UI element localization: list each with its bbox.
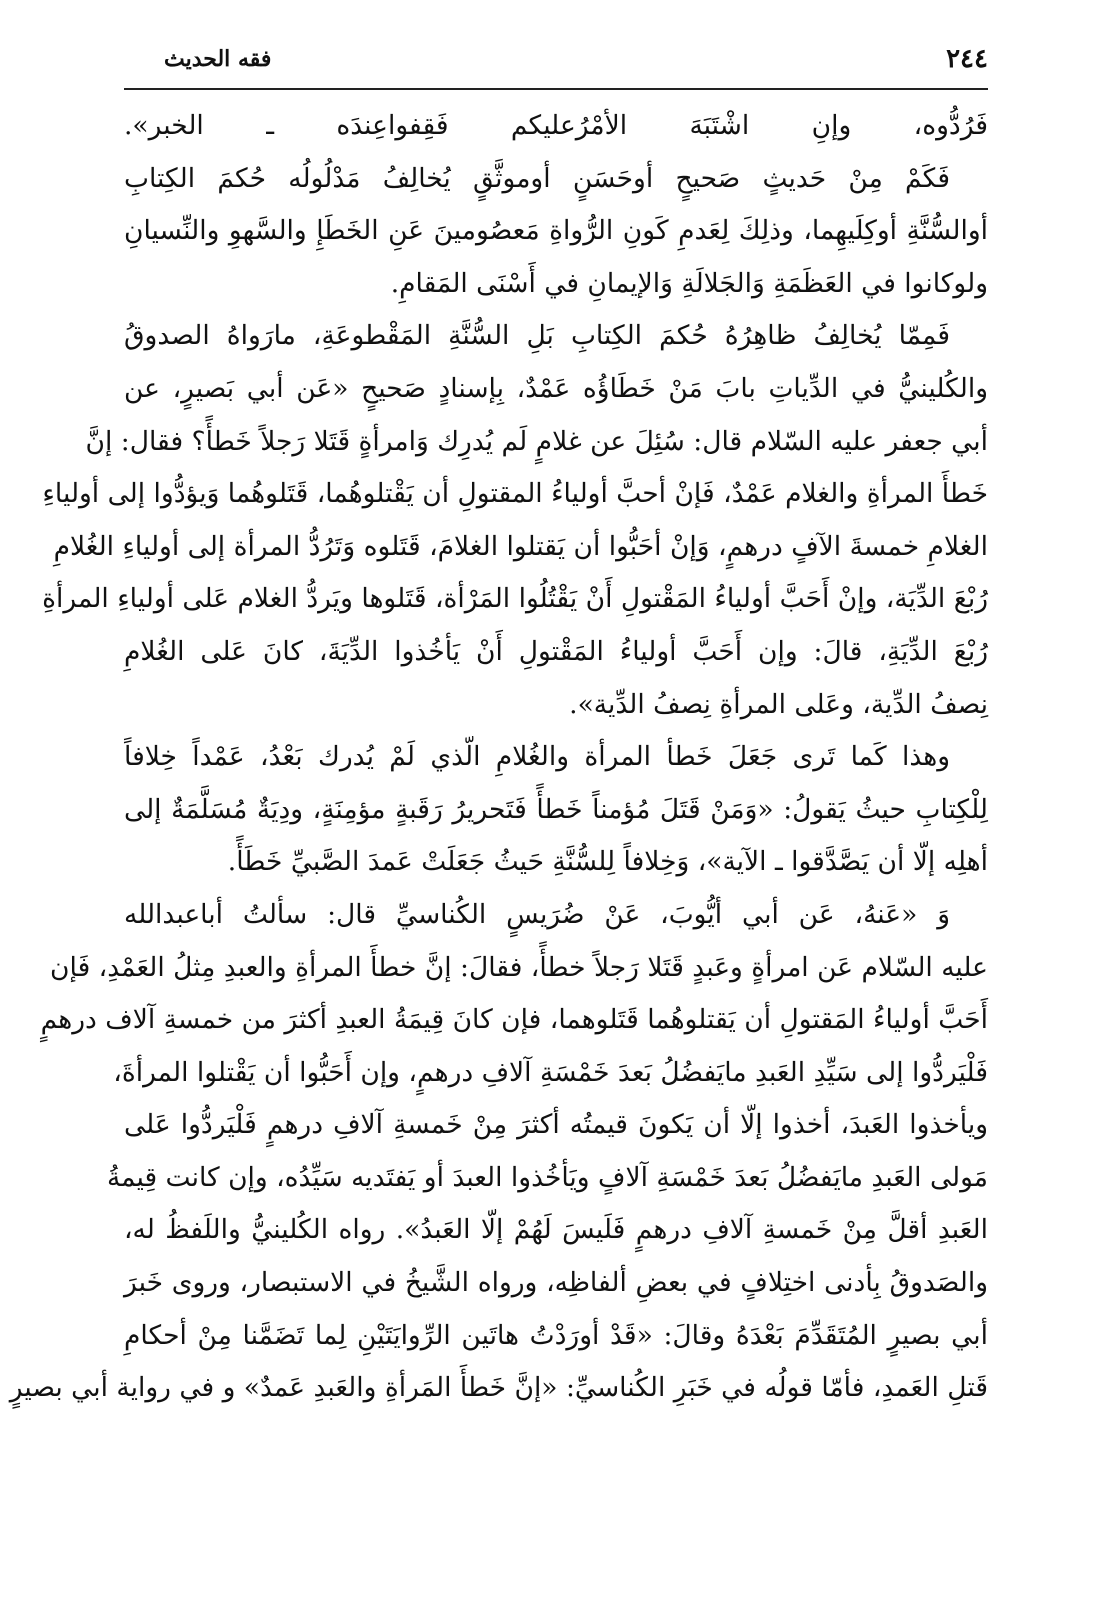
text-line: لِلْكِتابِ حيثُ يَقولُ: «وَمَنْ قَتَلَ مُؤمناً خَطأً فَتَحريرُ رَقَبةٍ مؤمِنَةٍ، ودِيَةٌ مُسَلَّمَةٌ إلى	[124, 793, 988, 825]
body-text	[9, 100, 988, 1415]
text-line: أَحَبَّ أولياءُ المَقتولِ أن يَقتلوهُما قَتَلوهما، فإن كانَ قِيمَةُ العبدِ أكثرَ من خمسةِ آلاف درهمٍ	[40, 1004, 988, 1036]
text-line: رُبْعَ الدِّيَة، وإنْ أَحَبَّ أولياءُ المَقْتولِ أَنْ يَقْتُلُوا المَرْأة، قَتَلوها ويَردُّ الغلام عَلى أولياءِ المرأةِ	[42, 583, 988, 615]
text-line: وَ «عَنهُ، عَن أبي أيُّوبَ، عَنْ ضُرَيسٍ الكُناسيِّ قال: سألتُ أباعبدالله	[124, 898, 950, 930]
text-line: وهذا كَما تَرى جَعَلَ خَطأ المرأة والغُلامِ الّذي لَمْ يُدرك بَعْدُ، عَمْداً خِلافاً	[124, 741, 950, 773]
header-divider	[124, 88, 988, 90]
text-line: أهلِه إلّا أن يَصَّدَّقوا ـ الآية»، وَخِلافاً لِلسُّنَّةِ حَيثُ جَعَلَتْ عَمدَ الصَّبيِّ خَطَأً.	[227, 846, 988, 878]
text-line: فَمِمّا يُخالِفُ ظاهِرُهُ حُكمَ الكِتابِ بَلِ السُّنَّةِ المَقْطوعَةِ، مارَواهُ الصدوقُ	[124, 320, 950, 352]
text-line: العَبدِ أقلَّ مِنْ خَمسةِ آلافِ درهمٍ فَلَيسَ لَهُمْ إلّا العَبدُ». رواه الكُلينيُّ واللَفظُ له،	[124, 1214, 988, 1246]
text-line: أوالسُّنَّةِ أوكِلَيهِما، وذلِكَ لِعَدمِ كَونِ الرُّواةِ مَعصُومينَ عَنِ الخَطَإِ والسَّهوِ والنِّسيانِ	[124, 215, 988, 247]
page-number: ٢٤٤	[946, 44, 988, 74]
text-line: قَتلِ العَمدِ، فأمّا قولُه في خَبَرِ الكُناسيِّ: «إنَّ خَطأَ المَرأةِ والعَبدِ عَمدٌ» و في رواية أبي بصيرٍ	[9, 1372, 988, 1404]
text-line: فَرُدُّوه، وإنِ اشْتَبَهَ الأمْرُعليكم فَقِفواعِندَه ـ الخبر».	[124, 110, 988, 141]
text-line: خَطأَ المرأةِ والغلام عَمْدٌ، فَإنْ أحبَّ أولياءُ المقتولِ أن يَقْتلوهُما، قَتَلوهُما وَيؤدُّوا إلى أولياءِ	[42, 478, 988, 510]
text-line: مَولى العَبدِ مايَفضُلُ بَعدَ خَمْسَةِ آلافٍ ويَأخُذوا العبدَ أو يَفتَديه سَيِّدُه، وإن كانت قِيمةُ	[106, 1161, 988, 1193]
text-line: ويأخذوا العَبدَ، أخذوا إلّا أن يَكونَ قيمتُه أكثرَ مِنْ خَمسةِ آلافِ درهمٍ فَلْيَردُّوا عَلى	[124, 1109, 988, 1141]
running-title: فقه الحديث	[164, 46, 272, 72]
text-line: ولوكانوا في العَظَمَةِ وَالجَلالَةِ وَالإيمانِ في أَسْنَى المَقامِ.	[390, 267, 988, 299]
text-line: أبي جعفر عليه السّلام قال: سُئِلَ عن غلامٍ لَم يُدرِك وَامرأةٍ قَتَلا رَجلاً خَطأً؟ فقال: إنَّ	[85, 425, 988, 457]
text-line: الغلامِ خمسةَ الآفٍ درهمٍ، وَإنْ أحَبُّوا أن يَقتلوا الغلامَ، قَتَلوه وَتَرُدُّ المرأة إلى أولياءِ الغُلامِ	[53, 530, 988, 562]
text-line: فَكَمْ مِنْ حَديثٍ صَحيحٍ أوحَسَنٍ أوموثَّقٍ يُخالِفُ مَدْلُولُه حُكمَ الكِتابِ	[124, 162, 950, 194]
page-header	[124, 44, 988, 86]
text-line: عليه السّلام عَن امرأةٍ وعَبدٍ قَتَلا رَجلاً خطأً، فقالَ: إنَّ خطأَ المرأةِ والعبدِ مِثلُ العَمْدِ، فَإن	[50, 951, 988, 983]
text-line: والكُلينيُّ في الدِّياتِ بابَ مَنْ خَطَاؤُه عَمْدٌ، بِإسنادٍ صَحيحٍ «عَن أبي بَصيرٍ، عن	[124, 372, 988, 404]
text-line: فَلْيَردُّوا إلى سَيِّدِ العَبدِ مايَفضُلُ بَعدَ خَمْسَةِ آلافِ درهمٍ، وإن أَحَبُّوا أن يَقْتلوا المرأةَ،	[113, 1056, 988, 1088]
text-line: نِصفُ الدِّية، وعَلى المرأةِ نِصفُ الدِّية».	[569, 688, 988, 720]
text-line: رُبْعَ الدِّيَةِ، قالَ: وإن أَحَبَّ أولياءُ المَقْتولِ أَنْ يَأخُذوا الدِّيَةَ، كانَ عَلى الغُلامِ	[124, 635, 988, 667]
text-line: والصَدوقُ بِأدنى اختِلافٍ في بعضِ ألفاظِه، ورواه الشَّيخُ في الاستبصار، وروى خَبرَ	[124, 1267, 988, 1299]
text-line: أبي بصيرٍ المُتَقَدِّمَ بَعْدَهُ وقالَ: «قَدْ أورَدْتُ هاتَين الرِّوايَتَيْنِ لِما تَضَمَّنا مِنْ أحكامِ	[124, 1319, 988, 1351]
